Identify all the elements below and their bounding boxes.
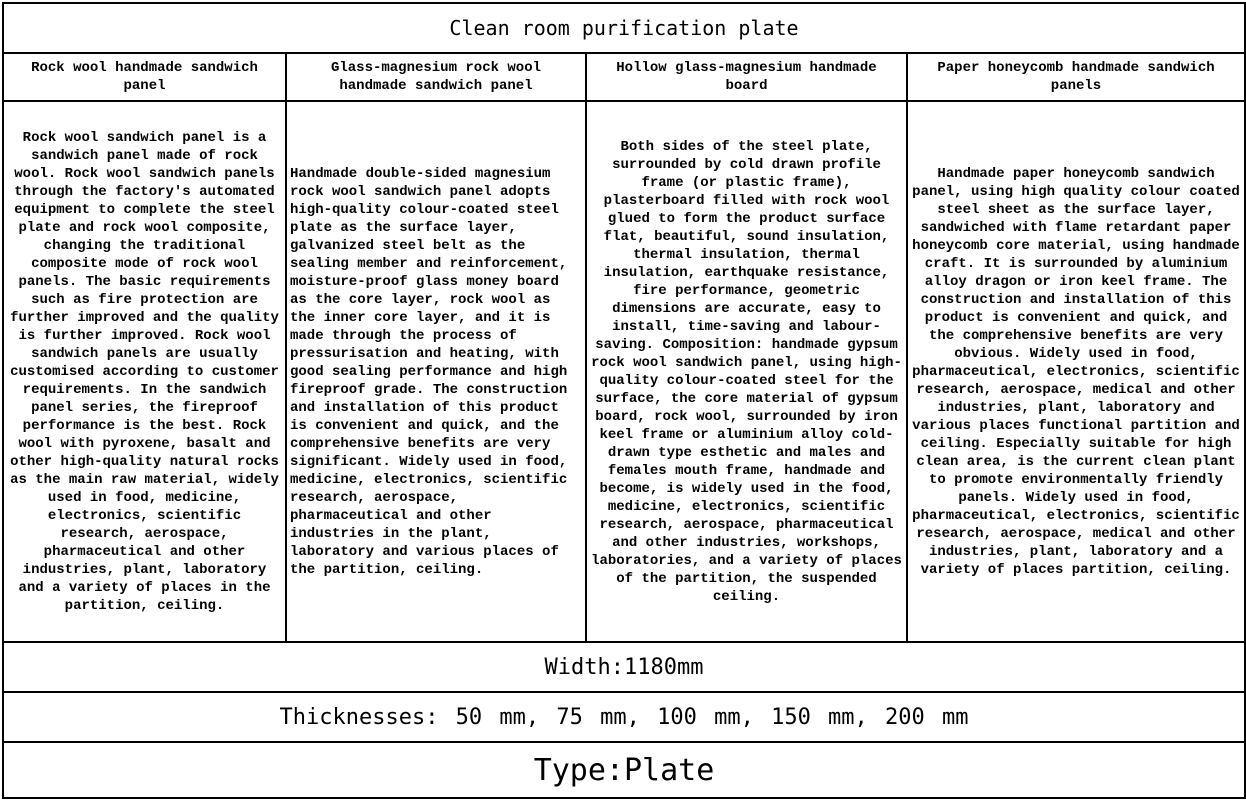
product-spec-table <box>2 2 1246 799</box>
type-spec: Type:Plate <box>3 742 1245 798</box>
description-hollow-glass-magnesium-board: Both sides of the steel plate, surrounded by cold drawn profile frame (or plastic frame), plasterboard filled with rock wool glued to form the product surface flat, beautiful, sound insulation, thermal insulation, thermal insulation, earthquake resistance, fire performance, geometric dimensions are accurate, easy to install, time-saving and labour-saving. Composition: handmade gypsum rock wool sandwich panel, using high-quality colour-coated steel for the surface, the core material of gypsum board, rock wool, surrounded by iron keel frame or aluminium alloy cold-drawn type esthetic and males and females mouth frame, handmade and become, is widely used in the food, medicine, electronics, scientific research, aerospace, pharmaceutical and other industries, workshops, laboratories, and a variety of places of the partition, the suspended ceiling. <box>586 101 907 642</box>
description-glass-magnesium-rock-wool-panel: Handmade double-sided magnesium rock wool sandwich panel adopts high-quality colour-coated steel plate as the surface layer, galvanized steel belt as the sealing member and reinforcement, moisture-proof glass money board as the core layer, rock wool as the inner core layer, and it is made through the process of pressurisation and heating, with good sealing performance and high fireproof grade. The construction and installation of this product is convenient and quick, and the comprehensive benefits are very significant. Widely used in food, medicine, electronics, scientific research, aerospace, pharmaceutical and other industries in the plant, laboratory and various places of the partition, ceiling. <box>286 101 586 642</box>
table-title: Clean room purification plate <box>3 3 1245 53</box>
header-paper-honeycomb-panel: Paper honeycomb handmade sandwich panels <box>907 53 1245 101</box>
description-rock-wool-panel: Rock wool sandwich panel is a sandwich panel made of rock wool. Rock wool sandwich panels through the factory's automated equipment to complete the steel plate and rock wool composite, changing the traditional composite mode of rock wool panels. The basic requirements such as fire protection are further improved and the quality is further improved. Rock wool sandwich panels are usually customised according to customer requirements. In the sandwich panel series, the fireproof performance is the best. Rock wool with pyroxene, basalt and other high-quality natural rocks as the main raw material, widely used in food, medicine, electronics, scientific research, aerospace, pharmaceutical and other industries, plant, laboratory and a variety of places in the partition, ceiling. <box>3 101 286 642</box>
thicknesses-spec: Thicknesses: 50 mm, 75 mm, 100 mm, 150 mm, 200 mm <box>3 692 1245 742</box>
header-hollow-glass-magnesium-board: Hollow glass-magnesium handmade board <box>586 53 907 101</box>
header-rock-wool-panel: Rock wool handmade sandwich panel <box>3 53 286 101</box>
width-spec: Width:1180mm <box>3 642 1245 692</box>
description-paper-honeycomb-panel: Handmade paper honeycomb sandwich panel, using high quality colour coated steel sheet as the surface layer, sandwiched with flame retardant paper honeycomb core material, using handmade craft. It is surrounded by aluminium alloy dragon or iron keel frame. The construction and installation of this product is convenient and quick, and the comprehensive benefits are very obvious. Widely used in food, pharmaceutical, electronics, scientific research, aerospace, medical and other industries, plant, laboratory and various places functional partition and ceiling. Especially suitable for high clean area, is the current clean plant to promote environmentally friendly panels. Widely used in food, pharmaceutical, electronics, scientific research, aerospace, medical and other industries, plant, laboratory and a variety of places partition, ceiling. <box>907 101 1245 642</box>
header-glass-magnesium-rock-wool-panel: Glass-magnesium rock wool handmade sandwich panel <box>286 53 586 101</box>
